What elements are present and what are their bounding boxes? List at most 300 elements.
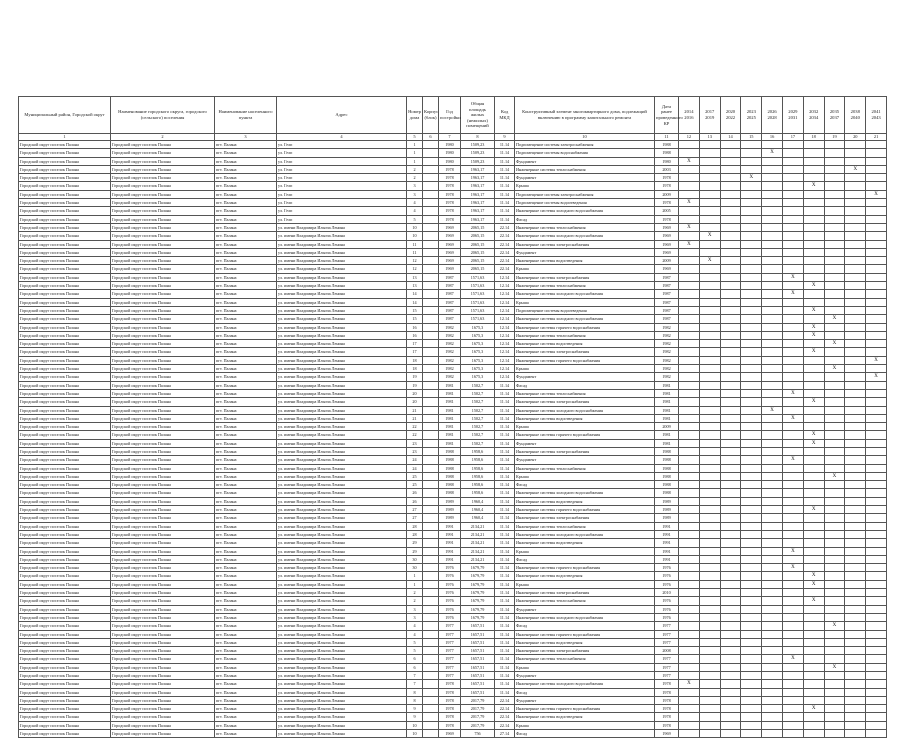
schedule-mark-cell — [824, 190, 845, 198]
schedule-mark-cell: X — [803, 398, 824, 406]
table-cell: 11.14 — [495, 199, 515, 207]
table-cell: Городской округ поселок Палана — [19, 564, 111, 572]
table-cell: пгт. Палана — [215, 638, 277, 646]
table-cell: 23 — [407, 439, 423, 447]
schedule-mark-cell: X — [803, 705, 824, 713]
schedule-mark-cell — [741, 406, 762, 414]
schedule-mark-cell — [720, 547, 741, 555]
schedule-mark-cell — [762, 439, 783, 447]
table-cell: 1977 — [655, 638, 679, 646]
schedule-mark-cell — [679, 464, 700, 472]
table-cell: 1981 — [439, 439, 461, 447]
table-row — [19, 165, 887, 173]
table-cell: 1978 — [439, 215, 461, 223]
table-cell — [423, 265, 439, 273]
table-cell: 1679,79 — [461, 597, 495, 605]
table-cell: 22.14 — [495, 696, 515, 704]
table-cell: Городской округ поселок Палана — [19, 348, 111, 356]
schedule-mark-cell — [741, 680, 762, 688]
schedule-mark-cell — [782, 257, 803, 265]
table-cell: 1679,79 — [461, 605, 495, 613]
table-cell: 1978 — [439, 199, 461, 207]
table-cell: Инженерные системы электроснабжения — [515, 240, 655, 248]
table-cell: Городской округ поселок Палана — [19, 149, 111, 157]
table-cell: Городской округ поселок Палана — [111, 323, 215, 331]
schedule-mark-cell — [741, 688, 762, 696]
table-cell: пгт. Палана — [215, 290, 277, 298]
schedule-mark-cell — [762, 389, 783, 397]
table-row — [19, 141, 887, 149]
schedule-mark-cell — [782, 522, 803, 530]
table-cell: Инженерные системы электроснабжения — [515, 273, 655, 281]
table-cell: пгт. Палана — [215, 389, 277, 397]
schedule-mark-cell — [741, 431, 762, 439]
table-cell — [423, 688, 439, 696]
table-cell: 1977 — [439, 663, 461, 671]
table-row — [19, 149, 887, 157]
table-cell — [423, 713, 439, 721]
table-cell: 2008 — [655, 647, 679, 655]
table-cell: ул. имени Владимира Ильича Ленина — [277, 630, 407, 638]
table-cell — [423, 613, 439, 621]
schedule-mark-cell — [679, 613, 700, 621]
table-cell: Городской округ поселок Палана — [19, 199, 111, 207]
table-cell: пгт. Палана — [215, 298, 277, 306]
table-cell: 1977 — [439, 672, 461, 680]
schedule-mark-cell — [866, 273, 887, 281]
schedule-mark-cell — [762, 547, 783, 555]
table-row — [19, 730, 887, 738]
schedule-mark-cell — [741, 157, 762, 165]
table-cell: Городской округ поселок Палана — [19, 539, 111, 547]
schedule-mark-cell — [782, 306, 803, 314]
schedule-mark-cell — [720, 638, 741, 646]
table-cell: 1657,51 — [461, 672, 495, 680]
schedule-mark-cell — [803, 663, 824, 671]
table-cell: 1982 — [655, 340, 679, 348]
schedule-mark-cell — [782, 572, 803, 580]
schedule-mark-cell — [699, 539, 720, 547]
column-number: 7 — [439, 134, 461, 141]
schedule-mark-cell — [741, 730, 762, 738]
schedule-mark-cell — [782, 423, 803, 431]
table-cell: 1991 — [439, 539, 461, 547]
column-number: 3 — [215, 134, 277, 141]
schedule-mark-cell: X — [762, 149, 783, 157]
schedule-mark-cell — [762, 414, 783, 422]
table-cell: 1963,17 — [461, 165, 495, 173]
table-cell: 1981 — [439, 423, 461, 431]
table-cell: 22 — [407, 423, 423, 431]
column-header: 2020 2022 — [720, 97, 741, 134]
table-cell: Городской округ поселок Палана — [19, 290, 111, 298]
schedule-mark-cell — [762, 506, 783, 514]
table-cell: Городской округ поселок Палана — [19, 663, 111, 671]
table-cell: 1987 — [655, 298, 679, 306]
schedule-mark-cell — [845, 174, 866, 182]
schedule-mark-cell — [782, 215, 803, 223]
table-cell: пгт. Палана — [215, 572, 277, 580]
schedule-mark-cell — [679, 589, 700, 597]
schedule-mark-cell — [699, 439, 720, 447]
table-cell — [423, 248, 439, 256]
schedule-mark-cell — [803, 514, 824, 522]
schedule-mark-cell — [782, 489, 803, 497]
table-cell: пгт. Палана — [215, 423, 277, 431]
schedule-mark-cell — [762, 323, 783, 331]
schedule-mark-cell — [762, 207, 783, 215]
schedule-mark-cell — [741, 613, 762, 621]
table-cell: Городской округ поселок Палана — [19, 215, 111, 223]
table-row — [19, 182, 887, 190]
table-cell — [423, 489, 439, 497]
schedule-mark-cell — [762, 481, 783, 489]
column-header: 2026 2028 — [762, 97, 783, 134]
schedule-mark-cell — [762, 273, 783, 281]
schedule-mark-cell — [803, 149, 824, 157]
schedule-mark-cell — [720, 572, 741, 580]
table-cell: ул. Гелп — [277, 199, 407, 207]
schedule-mark-cell — [720, 348, 741, 356]
table-cell: Городской округ поселок Палана — [19, 638, 111, 646]
table-cell — [423, 547, 439, 555]
schedule-mark-cell — [845, 530, 866, 538]
schedule-mark-cell — [845, 340, 866, 348]
table-cell: пгт. Палана — [215, 564, 277, 572]
schedule-mark-cell — [803, 713, 824, 721]
table-cell: Городской округ поселок Палана — [19, 506, 111, 514]
schedule-mark-cell — [679, 597, 700, 605]
table-cell: пгт. Палана — [215, 248, 277, 256]
table-cell: ул. имени Владимира Ильича Ленина — [277, 572, 407, 580]
table-row — [19, 248, 887, 256]
table-cell: ул. Гелп — [277, 182, 407, 190]
schedule-mark-cell — [699, 240, 720, 248]
schedule-mark-cell — [762, 580, 783, 588]
schedule-mark-cell — [699, 597, 720, 605]
schedule-mark-cell: X — [782, 564, 803, 572]
schedule-mark-cell — [866, 539, 887, 547]
schedule-mark-cell — [824, 630, 845, 638]
schedule-mark-cell — [762, 713, 783, 721]
table-cell: 9 — [407, 705, 423, 713]
table-cell: Инженерные системы теплоснабжения — [515, 223, 655, 231]
table-row — [19, 630, 887, 638]
table-cell: 29 — [407, 547, 423, 555]
table-cell: 5 — [407, 215, 423, 223]
table-cell: Городской округ поселок Палана — [19, 257, 111, 265]
schedule-mark-cell — [824, 290, 845, 298]
column-header: Муниципальный район, Городской округ — [19, 97, 111, 134]
table-cell: 1958,6 — [461, 489, 495, 497]
table-cell: 1976 — [439, 589, 461, 597]
schedule-mark-cell — [762, 705, 783, 713]
schedule-mark-cell — [720, 589, 741, 597]
schedule-mark-cell: X — [782, 456, 803, 464]
column-header: Адрес — [277, 97, 407, 134]
table-cell: Городской округ поселок Палана — [111, 696, 215, 704]
table-cell: 1991 — [655, 547, 679, 555]
table-cell: пгт. Палана — [215, 348, 277, 356]
schedule-mark-cell — [679, 348, 700, 356]
table-cell: Городской округ поселок Палана — [19, 406, 111, 414]
schedule-mark-cell — [720, 647, 741, 655]
schedule-mark-cell — [699, 497, 720, 505]
table-cell — [423, 605, 439, 613]
schedule-mark-cell — [866, 622, 887, 630]
table-cell: 28 — [407, 522, 423, 530]
schedule-mark-cell — [866, 439, 887, 447]
schedule-mark-cell — [803, 290, 824, 298]
schedule-mark-cell — [782, 555, 803, 563]
table-cell: 1963,17 — [461, 182, 495, 190]
schedule-mark-cell — [803, 165, 824, 173]
table-cell — [423, 389, 439, 397]
schedule-mark-cell — [866, 456, 887, 464]
table-cell: Городской округ поселок Палана — [19, 530, 111, 538]
table-cell: Городской округ поселок Палана — [111, 638, 215, 646]
schedule-mark-cell — [845, 182, 866, 190]
schedule-mark-cell — [803, 680, 824, 688]
schedule-mark-cell — [803, 638, 824, 646]
table-cell: Крыша — [515, 721, 655, 729]
table-cell: 19 — [407, 381, 423, 389]
schedule-mark-cell — [720, 340, 741, 348]
schedule-mark-cell — [720, 672, 741, 680]
table-cell — [423, 431, 439, 439]
schedule-mark-cell — [824, 423, 845, 431]
schedule-mark-cell — [866, 481, 887, 489]
table-cell: 1982 — [655, 331, 679, 339]
schedule-mark-cell — [679, 331, 700, 339]
table-cell — [423, 721, 439, 729]
table-cell: 8 — [407, 688, 423, 696]
schedule-mark-cell — [803, 721, 824, 729]
table-cell: Городской округ поселок Палана — [111, 705, 215, 713]
table-cell: 20 — [407, 398, 423, 406]
table-cell: 1982 — [655, 356, 679, 364]
table-row — [19, 547, 887, 555]
table-cell: Инженерные системы теплоснабжения — [515, 282, 655, 290]
schedule-mark-cell — [803, 547, 824, 555]
table-cell: Подпомещение системы водоснабжения — [515, 149, 655, 157]
table-cell: 1675,3 — [461, 373, 495, 381]
table-cell: Городской округ поселок Палана — [19, 655, 111, 663]
table-cell: 2134,21 — [461, 522, 495, 530]
table-cell: 1657,51 — [461, 655, 495, 663]
schedule-mark-cell — [699, 165, 720, 173]
schedule-mark-cell — [824, 655, 845, 663]
table-cell: пгт. Палана — [215, 680, 277, 688]
table-cell: пгт. Палана — [215, 174, 277, 182]
table-cell: 22.14 — [495, 232, 515, 240]
table-cell: 1977 — [439, 655, 461, 663]
schedule-mark-cell — [824, 688, 845, 696]
schedule-mark-cell — [679, 713, 700, 721]
column-header: Год постройки — [439, 97, 461, 134]
schedule-mark-cell — [803, 530, 824, 538]
table-cell: ул. имени Владимира Ильича Ленина — [277, 696, 407, 704]
table-cell: 1978 — [439, 207, 461, 215]
column-number: 13 — [699, 134, 720, 141]
table-cell: 1981 — [655, 381, 679, 389]
schedule-mark-cell — [699, 414, 720, 422]
schedule-mark-cell — [720, 423, 741, 431]
table-cell: пгт. Палана — [215, 431, 277, 439]
table-cell — [423, 290, 439, 298]
table-cell: Городской округ поселок Палана — [111, 398, 215, 406]
table-cell — [423, 406, 439, 414]
schedule-mark-cell — [866, 257, 887, 265]
table-row — [19, 514, 887, 522]
table-cell: 1987 — [655, 306, 679, 314]
table-cell: 12.14 — [495, 298, 515, 306]
schedule-mark-cell — [845, 348, 866, 356]
schedule-mark-cell — [720, 381, 741, 389]
schedule-mark-cell — [824, 439, 845, 447]
schedule-mark-cell — [762, 688, 783, 696]
schedule-mark-cell — [845, 481, 866, 489]
table-row — [19, 273, 887, 281]
schedule-mark-cell — [845, 506, 866, 514]
schedule-mark-cell — [824, 373, 845, 381]
table-cell: 1987 — [655, 282, 679, 290]
schedule-mark-cell — [803, 232, 824, 240]
capital-repair-table — [18, 96, 887, 738]
table-cell: 2134,21 — [461, 555, 495, 563]
table-row — [19, 356, 887, 364]
table-row — [19, 497, 887, 505]
schedule-mark-cell — [845, 680, 866, 688]
schedule-mark-cell — [824, 547, 845, 555]
schedule-mark-cell — [699, 547, 720, 555]
schedule-mark-cell — [762, 638, 783, 646]
table-cell: Инженерные системы водоотведения — [515, 497, 655, 505]
table-cell: 11 — [407, 240, 423, 248]
table-cell: 1988 — [439, 464, 461, 472]
table-cell: ул. Гелп — [277, 165, 407, 173]
table-cell — [423, 680, 439, 688]
schedule-mark-cell — [720, 489, 741, 497]
schedule-mark-cell — [720, 290, 741, 298]
table-row — [19, 174, 887, 182]
schedule-mark-cell — [720, 564, 741, 572]
table-row — [19, 423, 887, 431]
schedule-mark-cell — [679, 655, 700, 663]
table-cell: 1963,17 — [461, 190, 495, 198]
schedule-mark-cell — [845, 248, 866, 256]
table-cell: пгт. Палана — [215, 456, 277, 464]
schedule-mark-cell — [720, 365, 741, 373]
schedule-mark-cell — [866, 431, 887, 439]
table-cell: пгт. Палана — [215, 232, 277, 240]
table-cell: ул. имени Владимира Ильича Ленина — [277, 240, 407, 248]
schedule-mark-cell — [824, 564, 845, 572]
table-cell: Инженерные системы теплоснабжения — [515, 389, 655, 397]
schedule-mark-cell — [699, 622, 720, 630]
table-cell — [423, 630, 439, 638]
table-cell: 1987 — [439, 298, 461, 306]
table-cell: Городской округ поселок Палана — [19, 373, 111, 381]
table-cell: пгт. Палана — [215, 182, 277, 190]
schedule-mark-cell — [679, 572, 700, 580]
table-cell: 11.14 — [495, 597, 515, 605]
table-cell: 1657,51 — [461, 622, 495, 630]
schedule-mark-cell — [699, 265, 720, 273]
schedule-mark-cell — [679, 447, 700, 455]
table-cell: 14 — [407, 290, 423, 298]
schedule-mark-cell — [679, 481, 700, 489]
table-cell: 1963,17 — [461, 207, 495, 215]
table-cell: Подпомещение системы электроснабжения — [515, 190, 655, 198]
table-cell: 1963,17 — [461, 174, 495, 182]
schedule-mark-cell — [803, 157, 824, 165]
schedule-mark-cell — [824, 530, 845, 538]
schedule-mark-cell — [720, 331, 741, 339]
table-cell: Городской округ поселок Палана — [19, 298, 111, 306]
table-cell — [423, 149, 439, 157]
schedule-mark-cell: X — [803, 597, 824, 605]
table-cell: 1978 — [655, 215, 679, 223]
table-cell — [423, 340, 439, 348]
table-cell — [423, 306, 439, 314]
table-cell: 1978 — [439, 182, 461, 190]
table-cell: 1978 — [655, 705, 679, 713]
schedule-mark-cell — [679, 489, 700, 497]
schedule-mark-cell — [699, 340, 720, 348]
table-cell — [423, 439, 439, 447]
schedule-mark-cell — [866, 672, 887, 680]
schedule-mark-cell — [782, 331, 803, 339]
table-cell: ул. имени Владимира Ильича Ленина — [277, 323, 407, 331]
table-row — [19, 472, 887, 480]
table-cell — [423, 530, 439, 538]
table-cell: пгт. Палана — [215, 439, 277, 447]
table-cell: 11.14 — [495, 630, 515, 638]
table-cell: ул. имени Владимира Ильича Ленина — [277, 622, 407, 630]
column-header: Код МКД — [495, 97, 515, 134]
table-cell: 1982 — [655, 373, 679, 381]
column-number: 15 — [741, 134, 762, 141]
table-cell: пгт. Палана — [215, 306, 277, 314]
schedule-mark-cell — [866, 141, 887, 149]
schedule-mark-cell — [845, 389, 866, 397]
schedule-mark-cell — [782, 597, 803, 605]
schedule-mark-cell — [803, 555, 824, 563]
schedule-mark-cell — [741, 472, 762, 480]
schedule-mark-cell — [720, 713, 741, 721]
table-row — [19, 406, 887, 414]
table-row — [19, 240, 887, 248]
schedule-mark-cell — [762, 248, 783, 256]
schedule-mark-cell — [699, 190, 720, 198]
schedule-mark-cell — [866, 506, 887, 514]
table-cell — [423, 655, 439, 663]
schedule-mark-cell — [845, 580, 866, 588]
table-cell: пгт. Палана — [215, 688, 277, 696]
table-cell: Городской округ поселок Палана — [111, 149, 215, 157]
table-cell: Городской округ поселок Палана — [111, 514, 215, 522]
schedule-mark-cell — [720, 240, 741, 248]
schedule-mark-cell — [824, 481, 845, 489]
table-row — [19, 373, 887, 381]
table-cell: ул. имени Владимира Ильича Ленина — [277, 315, 407, 323]
schedule-mark-cell — [741, 207, 762, 215]
table-cell: 1980 — [439, 157, 461, 165]
schedule-mark-cell — [699, 572, 720, 580]
schedule-mark-cell — [866, 165, 887, 173]
schedule-mark-cell — [824, 730, 845, 738]
